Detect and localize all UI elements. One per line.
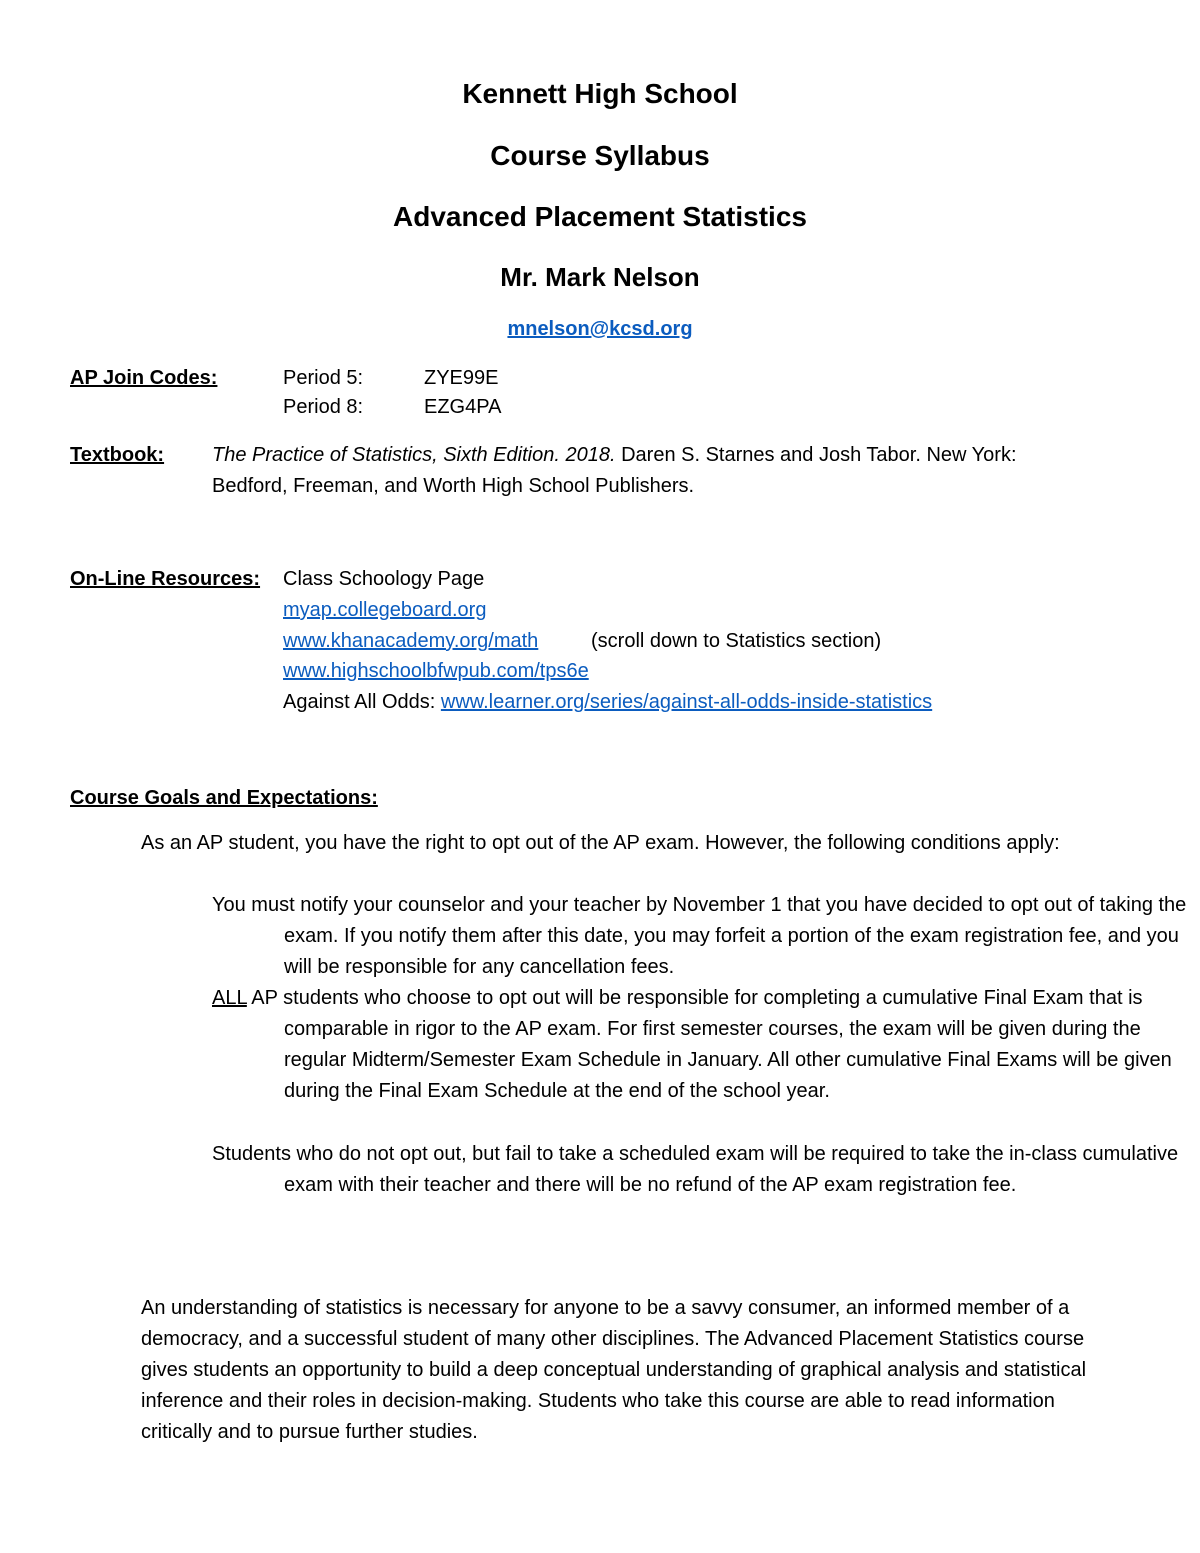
resource-learner-link[interactable]: www.learner.org/series/against-all-odds-inside-statistics [440, 691, 933, 713]
condition-notify: You must notify your counselor and your teacher by November 1 that you have decided to opt out of taking the exam. If you notify them after this date, you may forfeit a portion of the exam registration fee, and you will be responsible for any cancellation fees. [212, 894, 1187, 978]
condition-no-refund: Students who do not opt out, but fail to take a scheduled exam will be required to take the in-class cumulative exam with their teacher and there will be no refund of the AP exam registration fee. [212, 1143, 1179, 1196]
resource-khanacademy-note: (scroll down to Statistics section) [591, 630, 882, 652]
resource-bfwpub-link[interactable]: www.highschoolbfwpub.com/tps6e [283, 660, 589, 682]
teacher-name: Mr. Mark Nelson [500, 262, 700, 292]
teacher-email-link[interactable]: mnelson@kcsd.org [507, 318, 693, 340]
condition-final-exam-text: AP students who choose to opt out will be responsible for completing a cumulative Final Exam that is comparable in rigor to the AP exam. For first semester courses, the exam will be given during the regular Midterm/Semester Exam Schedule in January. All other cumulative Final Exams will be given during the Final Exam Schedule at the end of the school year. [246, 987, 1172, 1102]
period-5-label: Period 5: [283, 367, 364, 389]
goals-intro: As an AP student, you have the right to opt out of the AP exam. However, the following conditions apply: [141, 832, 1060, 854]
textbook-publisher: Bedford, Freeman, and Worth High School Publishers. [212, 475, 695, 497]
period-8-code: EZG4PA [424, 396, 502, 418]
all-emphasis: ALL [212, 987, 247, 1009]
course-summary: An understanding of statistics is necessary for anyone to be a savvy consumer, an informed member of a democracy, and a successful student of many other disciplines. The Advanced Placement Statistics course gives students an opportunity to build a deep conceptual understanding of graphical analysis and statistical inference and their roles in decision-making. Students who take this course are able to read information critically and to pursue further studies. [141, 1297, 1087, 1443]
resource-against-all-odds [283, 688, 932, 716]
join-codes-label: AP Join Codes: [70, 367, 218, 389]
resources-label: On-Line Resources: [70, 568, 261, 590]
resource-khanacademy-link[interactable]: www.khanacademy.org/math [283, 630, 539, 652]
course-title: Advanced Placement Statistics [393, 201, 807, 232]
resource-schoology: Class Schoology Page [283, 568, 485, 590]
against-all-odds-prefix: Against All Odds: [283, 691, 441, 713]
textbook-title: The Practice of Statistics, Sixth Edition. 2018. [212, 444, 616, 466]
textbook-line-1 [212, 441, 1017, 469]
textbook-label: Textbook: [70, 444, 165, 466]
document-type: Course Syllabus [490, 140, 710, 171]
school-name: Kennett High School [462, 78, 738, 109]
goals-label: Course Goals and Expectations: [70, 787, 378, 809]
period-8-label: Period 8: [283, 396, 364, 418]
textbook-authors: Daren S. Starnes and Josh Tabor. New York: [615, 444, 1017, 466]
condition-final-exam [212, 983, 1189, 1107]
period-5-code: ZYE99E [424, 367, 499, 389]
resource-collegeboard-link[interactable]: myap.collegeboard.org [283, 599, 487, 621]
